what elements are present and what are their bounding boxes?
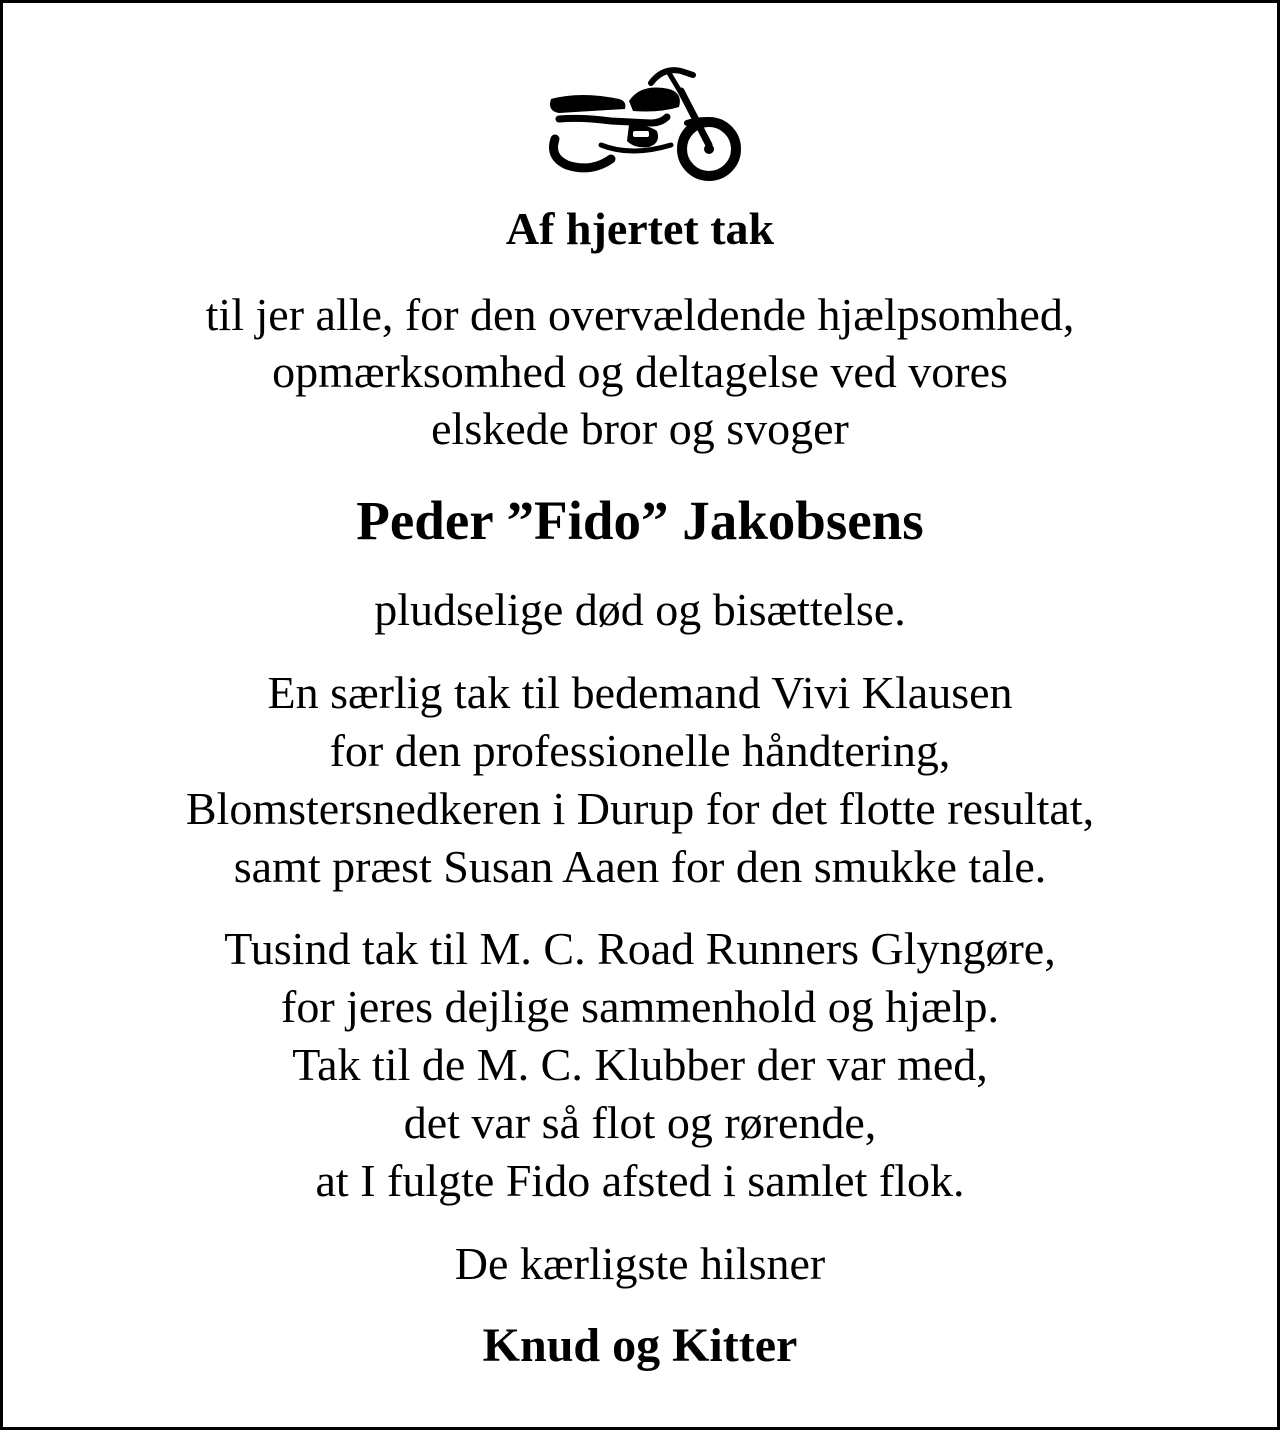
cause-line: pludselige død og bisættelse. — [374, 584, 906, 635]
club-thanks-line-2: for jeres dejlige sammenhold og hjælp. — [281, 981, 999, 1032]
intro-line-3: elskede bror og svoger — [431, 403, 849, 454]
deceased-name: Peder ”Fido” Jakobsens — [356, 490, 924, 551]
special-thanks-line-1: En særlig tak til bedemand Vivi Klausen — [267, 667, 1013, 718]
special-thanks-line-2: for den professionelle håndtering, — [329, 725, 951, 776]
club-thanks-line-4: det var så flot og rørende, — [403, 1097, 877, 1148]
intro-line-2: opmærksomhed og deltagelse ved vores — [272, 346, 1008, 397]
club-thanks-line-5: at I fulgte Fido afsted i samlet flok. — [315, 1155, 965, 1206]
special-thanks-line-4: samt præst Susan Aaen for den smukke tale. — [233, 841, 1047, 892]
special-thanks-line-3: Blomstersnedkeren i Durup for det flotte resultat, — [185, 783, 1095, 834]
heading: Af hjertet tak — [505, 203, 775, 254]
club-thanks-line-1: Tusind tak til M. C. Road Runners Glyngøre, — [224, 923, 1056, 974]
intro-line-1: til jer alle, for den overvældende hjælpsomhed, — [205, 289, 1075, 340]
closing-line: De kærligste hilsner — [454, 1238, 826, 1289]
club-thanks-line-3: Tak til de M. C. Klubber der var med, — [292, 1039, 988, 1090]
signature: Knud og Kitter — [482, 1319, 798, 1372]
motorcycle-icon — [541, 61, 751, 181]
